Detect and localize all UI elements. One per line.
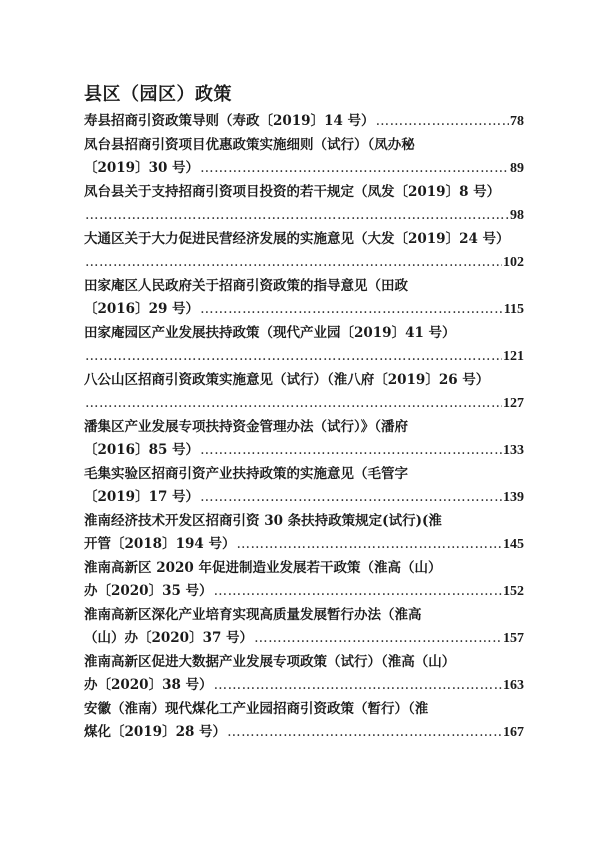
dot-leader xyxy=(85,345,502,369)
page-number: 139 xyxy=(503,490,524,505)
dot-leader xyxy=(200,439,502,463)
dot-leader xyxy=(85,392,502,416)
dot-leader xyxy=(214,674,502,698)
page-number: 78 xyxy=(510,114,524,129)
page-number: 152 xyxy=(503,584,524,599)
toc-entry[interactable] xyxy=(84,181,524,228)
entry-title-line-1: 淮南经济技术开发区招商引资 30 条扶持政策规定(试行)(淮 xyxy=(84,512,442,529)
dot-leader xyxy=(214,580,502,604)
page-number: 115 xyxy=(503,302,524,317)
dot-leader xyxy=(200,298,503,322)
dot-leader xyxy=(236,533,502,557)
entry-title-line-1: 淮南高新区促进大数据产业发展专项政策（试行）（淮高（山） xyxy=(84,653,456,670)
toc-entry[interactable] xyxy=(84,416,524,463)
entry-title-line-1: 田家庵区人民政府关于招商引资政策的指导意见（田政 xyxy=(84,277,408,294)
entry-title-line-1: 淮南高新区深化产业培育实现高质量发展暂行办法（淮高 xyxy=(84,606,422,623)
entry-title-line-1: 大通区关于大力促进民营经济发展的实施意见（大发〔2019〕24 号） xyxy=(84,230,510,247)
toc-entry[interactable] xyxy=(84,110,524,134)
page-number: 127 xyxy=(503,396,524,411)
entry-title-line-2: 煤化〔2019〕28 号） xyxy=(84,724,227,740)
toc-list xyxy=(84,110,524,745)
entry-title-line-2: 开管〔2018〕194 号） xyxy=(84,536,236,552)
dot-leader xyxy=(85,251,502,275)
dot-leader xyxy=(254,627,502,651)
entry-title-line-1: 田家庵园区产业发展扶持政策（现代产业园〔2019〕41 号） xyxy=(84,324,456,341)
entry-title: 寿县招商引资政策导则（寿政〔2019〕14 号） xyxy=(84,113,375,129)
toc-entry[interactable] xyxy=(84,369,524,416)
section-title: 县区（园区）政策 xyxy=(84,84,232,105)
page-number: 133 xyxy=(503,443,524,458)
entry-title-line-1: 毛集实验区招商引资产业扶持政策的实施意见（毛管字 xyxy=(84,465,408,482)
toc-entry[interactable] xyxy=(84,557,524,604)
page-number: 163 xyxy=(503,678,524,693)
toc-entry[interactable] xyxy=(84,275,524,322)
toc-entry[interactable] xyxy=(84,463,524,510)
entry-title-line-1: 安徽（淮南）现代煤化工产业园招商引资政策（暂行）（淮 xyxy=(84,700,429,717)
entry-title-line-1: 凤台县招商引资项目优惠政策实施细则（试行）（凤办秘 xyxy=(84,136,415,153)
entry-title-line-1: 潘集区产业发展专项扶持资金管理办法（试行）》（潘府 xyxy=(84,418,408,435)
toc-entry[interactable] xyxy=(84,228,524,275)
dot-leader xyxy=(376,110,509,134)
page-number: 145 xyxy=(503,537,524,552)
toc-entry[interactable] xyxy=(84,651,524,698)
toc-entry[interactable] xyxy=(84,698,524,745)
page-number: 102 xyxy=(503,255,524,270)
toc-entry[interactable] xyxy=(84,322,524,369)
page-number: 121 xyxy=(503,349,524,364)
entry-title-line-1: 凤台县关于支持招商引资项目投资的若干规定（凤发〔2019〕8 号） xyxy=(84,183,501,200)
page-number: 98 xyxy=(510,208,524,223)
entry-title-line-2: 办〔2020〕38 号） xyxy=(84,677,213,693)
page-number: 167 xyxy=(503,725,524,740)
entry-title-line-2: 〔2019〕17 号） xyxy=(84,489,200,505)
page-number: 157 xyxy=(503,631,524,646)
entry-title-line-1: 八公山区招商引资政策实施意见（试行）（淮八府〔2019〕26 号） xyxy=(84,371,490,388)
toc-page xyxy=(84,84,524,745)
toc-entry[interactable] xyxy=(84,510,524,557)
toc-entry[interactable] xyxy=(84,134,524,181)
dot-leader xyxy=(200,157,509,181)
entry-title-line-2: 〔2016〕29 号） xyxy=(84,301,200,317)
toc-entry[interactable] xyxy=(84,604,524,651)
dot-leader xyxy=(200,486,502,510)
entry-title-line-2: 〔2016〕85 号） xyxy=(84,442,200,458)
entry-title-line-1: 淮南高新区 2020 年促进制造业发展若干政策（淮高（山） xyxy=(84,559,442,576)
entry-title-line-2: （山）办〔2020〕37 号） xyxy=(84,630,254,646)
dot-leader xyxy=(85,204,509,228)
dot-leader xyxy=(227,721,502,745)
page-number: 89 xyxy=(510,161,524,176)
entry-title-line-2: 办〔2020〕35 号） xyxy=(84,583,213,599)
entry-title-line-2: 〔2019〕30 号） xyxy=(84,160,200,176)
